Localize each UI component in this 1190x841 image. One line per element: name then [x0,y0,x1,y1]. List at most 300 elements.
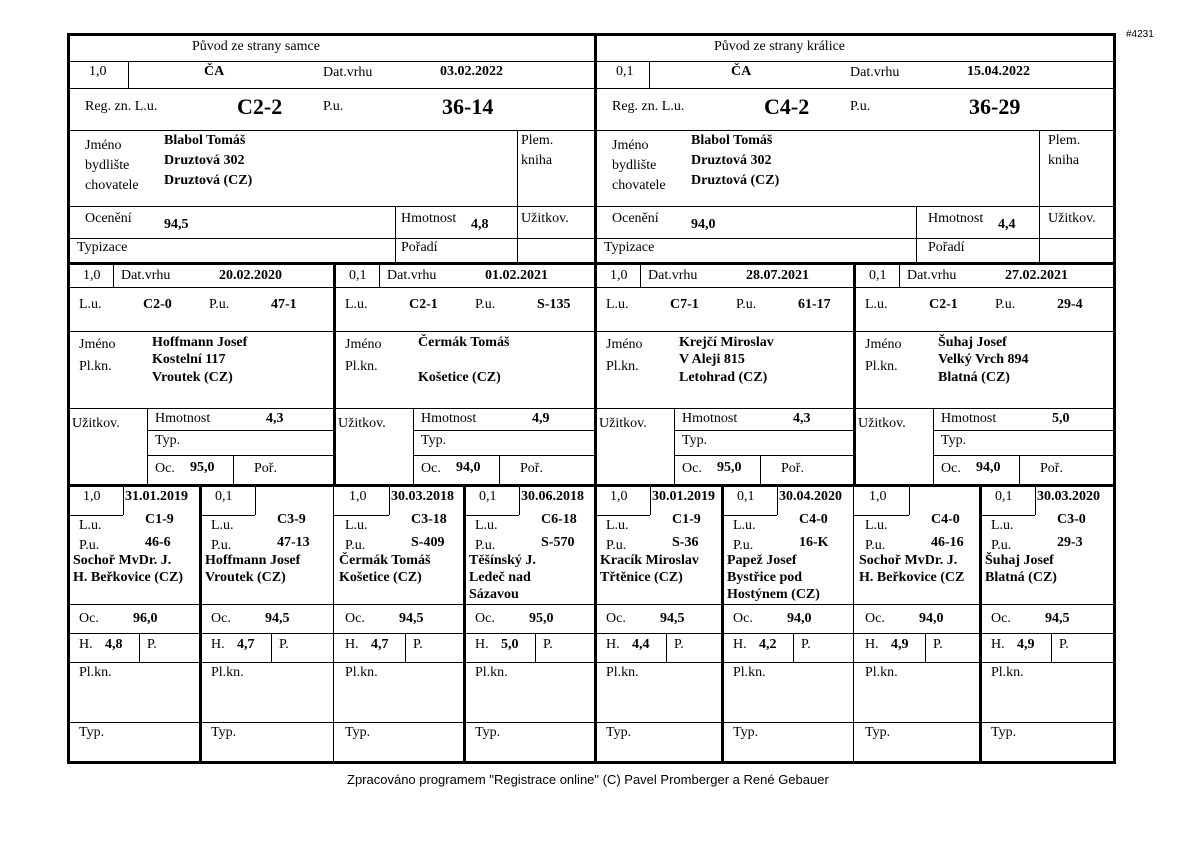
herdbook-label: Pl.kn. [865,359,898,374]
herdbook-label: Pl.kn. [733,665,766,680]
birth-date: 30.04.2020 [779,489,842,504]
weight-label: H. [345,637,359,652]
pu-label: P.u. [79,538,100,553]
breeder-city: Vroutek (CZ) [205,570,286,585]
rank-label: P. [801,637,811,652]
weight: 4,7 [237,637,255,652]
right-ear-id: 16-K [799,535,829,550]
rule-line [333,408,594,409]
sex-code: 1,0 [83,489,101,504]
rule-line [333,604,463,605]
rule-line [333,633,463,634]
score: 94,5 [660,611,685,626]
herdbook-label: Pl.kn. [345,665,378,680]
left-ear-id: C2-1 [409,297,438,312]
score: 94,0 [976,460,1001,475]
weight-label: H. [733,637,747,652]
sex-code: 1,0 [89,64,107,79]
pu-label: P.u. [991,538,1012,553]
name-label: Jméno [606,337,643,352]
rule-line [463,722,594,723]
dam-side-title: Původ ze strany králice [714,39,846,54]
rule-line [594,662,721,663]
rule-line [233,455,234,484]
rule-line [333,515,389,516]
sex-code: 1,0 [869,489,887,504]
type-label: Typ. [606,725,632,740]
herdbook-label: Pl.kn. [606,665,639,680]
breeder-label: chovatele [85,178,139,193]
date-label: Dat.vrhu [323,65,373,80]
rank-label: Poř. [781,461,804,476]
breeder-name: Blabol Tomáš [691,133,773,148]
right-ear-id: 46-16 [931,535,964,550]
pu-label: P.u. [475,538,496,553]
utility-label: Užitkov. [338,416,386,431]
score-label: Oc. [682,461,702,476]
lu-label: L.u. [865,297,888,312]
rule-line [594,408,853,409]
breed: ČA [731,64,752,79]
sire-side-title: Původ ze strany samce [192,39,320,54]
rule-line [199,604,333,605]
birth-date: 30.03.2018 [391,489,454,504]
pu-label: P.u. [865,538,886,553]
rule-line [413,408,414,484]
breeder-city: Ledeč nad [469,570,531,585]
score: 94,0 [787,611,812,626]
rule-line [674,430,853,431]
left-ear-id: C6-18 [541,512,577,527]
lu-label: L.u. [211,518,234,533]
rule-line [67,61,1116,62]
pu-label: P.u. [209,297,230,312]
score: 94,5 [265,611,290,626]
sex-code: 0,1 [215,489,233,504]
score-label: Oc. [421,461,441,476]
weight: 4,4 [632,637,650,652]
breeder-city: H. Beřkovice (CZ [859,570,965,585]
left-ear-id: C1-9 [672,512,701,527]
name-label: Jméno [865,337,902,352]
weight: 4,7 [371,637,389,652]
score: 95,0 [717,460,742,475]
breeder-street: Druztová 302 [691,153,772,168]
rank-label: Poř. [254,461,277,476]
score: 94,5 [164,217,189,232]
rank-label: P. [147,637,157,652]
left-ear-id: C2-0 [143,297,172,312]
footer-credit: Zpracováno programem "Registrace online" (C) Pavel Promberger a René Gebauer [347,772,829,787]
reg-label: Reg. zn. L.u. [612,99,685,114]
rule-line [463,662,594,663]
lu-label: L.u. [475,518,498,533]
rule-line [1039,130,1040,262]
rule-line [909,484,910,515]
lu-label: L.u. [865,518,888,533]
lu-label: L.u. [79,518,102,533]
pu-label: P.u. [736,297,757,312]
birth-date: 03.02.2022 [440,64,503,79]
rule-line [113,262,114,287]
breeder-name: Šuhaj Josef [985,553,1054,568]
breeder-name: Krejčí Miroslav [679,335,774,350]
type-label: Typ. [475,725,501,740]
rule-line [979,662,1116,663]
breeder-name: Sochoř MvDr. J. [73,553,172,568]
breeder-city: Druztová (CZ) [691,173,780,188]
right-ear-id: 36-29 [969,94,1021,119]
score-label: Oc. [941,461,961,476]
breeder-name: Těšínský J. [469,553,536,568]
date-label: Dat.vrhu [907,268,957,283]
lu-label: L.u. [79,297,102,312]
weight-label: H. [79,637,93,652]
breeder-street: Velký Vrch 894 [938,352,1029,367]
name-label: Jméno [345,337,382,352]
birth-date: 30.01.2019 [652,489,715,504]
left-ear-id: C7-1 [670,297,699,312]
breeder-name: Hoffmann Josef [205,553,301,568]
rule-line [139,633,140,662]
rule-line [979,633,1116,634]
right-ear-id: 47-13 [277,535,310,550]
right-ear-id: 36-14 [442,94,494,119]
score-label: Oc. [733,611,753,626]
utility-label: Užitkov. [1048,211,1096,226]
score: 95,0 [529,611,554,626]
date-label: Dat.vrhu [387,268,437,283]
type-label: Typ. [211,725,237,740]
sex-code: 0,1 [995,489,1013,504]
rule-line [535,633,536,662]
left-ear-id: C2-2 [237,94,283,119]
rule-line [123,484,124,515]
herdbook-label: Pl.kn. [865,665,898,680]
rule-line [395,206,396,262]
rule-line [721,604,853,605]
weight: 4,3 [793,411,811,426]
rule-line [925,633,926,662]
weight-label: H. [211,637,225,652]
pu-label: P.u. [733,538,754,553]
rule-line [413,430,594,431]
rule-line [67,604,199,605]
right-ear-id: 46-6 [145,535,171,550]
rule-line [933,430,1116,431]
score-label: Ocenění [85,211,132,226]
rank-label: Pořadí [928,240,965,255]
rule-line [199,633,333,634]
weight-label: H. [606,637,620,652]
rule-line [674,408,675,484]
left-ear-id: C2-1 [929,297,958,312]
breeder-street: V Aleji 815 [679,352,745,367]
score-label: Ocenění [612,211,659,226]
rule-line [777,484,778,515]
type-label: Typ. [155,433,181,448]
rule-line [67,722,199,723]
rule-line [853,633,979,634]
date-label: Dat.vrhu [121,268,171,283]
residence-label: bydlište [612,158,657,173]
utility-label: Užitkov. [72,416,120,431]
score: 94,0 [691,217,716,232]
birth-date: 01.02.2021 [485,268,548,283]
type-label: Typ. [421,433,447,448]
pu-label: P.u. [850,99,871,114]
utility-label: Užitkov. [521,211,569,226]
breed: ČA [204,64,225,79]
rule-line [853,515,909,516]
lu-label: L.u. [345,518,368,533]
herdbook-label: Plem. [1048,133,1081,148]
rank-label: Pořadí [401,240,438,255]
rule-line [333,662,463,663]
rule-line [147,430,333,431]
rule-line [1035,484,1036,515]
herdbook-label: kniha [1048,153,1080,168]
pu-label: P.u. [211,538,232,553]
birth-date: 28.07.2021 [746,268,809,283]
weight-label: Hmotnost [941,411,997,426]
rule-line [67,515,123,516]
rule-line [899,262,900,287]
herdbook-label: Pl.kn. [991,665,1024,680]
score: 94,5 [399,611,424,626]
herdbook-label: Pl.kn. [79,665,112,680]
right-ear-id: 61-17 [798,297,831,312]
weight-label: H. [865,637,879,652]
sex-code: 1,0 [610,489,628,504]
rule-line [128,61,129,88]
score-label: Oc. [155,461,175,476]
birth-date: 27.02.2021 [1005,268,1068,283]
rule-line [916,206,917,262]
weight-label: Hmotnost [682,411,738,426]
lu-label: L.u. [606,518,629,533]
type-label: Typ. [345,725,371,740]
rule-line [255,484,256,515]
rule-line [67,287,333,288]
herdbook-label: Pl.kn. [79,359,112,374]
breeder-city: H. Beřkovice (CZ) [73,570,184,585]
rule-line [379,262,380,287]
sex-code: 1,0 [610,268,628,283]
right-ear-id: S-36 [672,535,699,550]
score: 94,5 [1045,611,1070,626]
rule-line [721,722,853,723]
rule-line [271,633,272,662]
rule-line [853,331,1116,332]
date-label: Dat.vrhu [648,268,698,283]
weight: 4,3 [266,411,284,426]
score-label: Oc. [991,611,1011,626]
rank-label: P. [543,637,553,652]
left-ear-id: C3-0 [1057,512,1086,527]
weight-label: Hmotnost [928,211,984,226]
reg-label: Reg. zn. L.u. [85,99,158,114]
rule-line [517,130,518,262]
rule-line [594,633,721,634]
birth-date: 30.03.2020 [1037,489,1100,504]
pu-label: P.u. [345,538,366,553]
birth-date: 31.01.2019 [125,489,188,504]
score: 95,0 [190,460,215,475]
rule-line [979,515,1035,516]
left-ear-id: C4-0 [799,512,828,527]
rank-label: Poř. [520,461,543,476]
rank-label: P. [279,637,289,652]
type-label: Typ. [79,725,105,740]
score-label: Oc. [475,611,495,626]
herdbook-label: Pl.kn. [345,359,378,374]
left-ear-id: C3-9 [277,512,306,527]
score-label: Oc. [865,611,885,626]
birth-date: 30.06.2018 [521,489,584,504]
weight: 4,8 [105,637,123,652]
rule-line [463,515,519,516]
breeder-city-cont: Sázavou [469,587,519,602]
score-label: Oc. [345,611,365,626]
right-ear-id: S-570 [541,535,575,550]
right-ear-id: 47-1 [271,297,297,312]
right-ear-id: S-135 [537,297,571,312]
breeder-city: Třtěnice (CZ) [600,570,683,585]
lu-label: L.u. [733,518,756,533]
sex-code: 0,1 [737,489,755,504]
rule-line [67,633,199,634]
score: 94,0 [919,611,944,626]
sex-code: 1,0 [83,268,101,283]
rule-line [147,455,333,456]
weight-label: Hmotnost [401,211,457,226]
rule-line [1051,633,1052,662]
herdbook-label: kniha [521,153,553,168]
breeder-name: Čermák Tomáš [339,553,431,568]
breeder-name: Šuhaj Josef [938,335,1007,350]
rule-line [67,238,1116,239]
lu-label: L.u. [345,297,368,312]
type-label: Typ. [991,725,1017,740]
weight: 4,8 [471,217,489,232]
breeder-city: Košetice (CZ) [339,570,422,585]
herdbook-label: Pl.kn. [211,665,244,680]
rule-line [853,662,979,663]
weight-label: Hmotnost [155,411,211,426]
rule-line [199,662,333,663]
type-label: Typ. [733,725,759,740]
rule-line [721,633,853,634]
rule-line [389,484,390,515]
weight: 4,2 [759,637,777,652]
rule-line [853,408,1116,409]
sex-code: 0,1 [479,489,497,504]
breeder-city: Košetice (CZ) [418,370,501,385]
rule-line [721,515,777,516]
rule-line [721,662,853,663]
breeder-city: Bystřice pod [727,570,803,585]
weight: 4,9 [532,411,550,426]
left-ear-id: C3-18 [411,512,447,527]
rule-line [519,484,520,515]
name-label: Jméno [85,138,122,153]
rule-line [594,515,650,516]
rule-line [67,130,1116,131]
rule-line [333,331,594,332]
weight: 5,0 [1052,411,1070,426]
rule-line [853,287,1116,288]
name-label: Jméno [79,337,116,352]
rule-line [979,604,1116,605]
rule-line [67,662,199,663]
pu-label: P.u. [475,297,496,312]
breeder-name: Papež Josef [727,553,797,568]
weight-label: H. [991,637,1005,652]
rule-line [594,331,853,332]
breeder-street: Druztová 302 [164,153,245,168]
rule-line [463,604,594,605]
score-label: Oc. [211,611,231,626]
rule-line [1019,455,1020,484]
right-ear-id: S-409 [411,535,445,550]
document-id: #4231 [1126,29,1154,40]
rule-line [853,604,979,605]
rule-line [640,262,641,287]
weight: 5,0 [501,637,519,652]
weight-label: Hmotnost [421,411,477,426]
rule-line [650,484,651,515]
breeder-city: Vroutek (CZ) [152,370,233,385]
breeder-city: Blatná (CZ) [985,570,1057,585]
rule-line [67,88,1116,89]
breeder-name: Hoffmann Josef [152,335,248,350]
left-ear-id: C4-0 [931,512,960,527]
rule-line [67,262,1116,265]
left-ear-id: C4-2 [764,94,810,119]
breeder-label: chovatele [612,178,666,193]
rule-line [67,206,1116,207]
rule-line [594,604,721,605]
rule-line [333,262,336,484]
rule-line [405,633,406,662]
birth-date: 15.04.2022 [967,64,1030,79]
right-ear-id: 29-3 [1057,535,1083,550]
rule-line [674,455,853,456]
rule-line [333,287,594,288]
breeder-city: Druztová (CZ) [164,173,253,188]
rule-line [67,484,1116,487]
type-label: Typ. [865,725,891,740]
breeder-street: Kostelní 117 [152,352,226,367]
breeder-name: Kracík Miroslav [600,553,699,568]
breeder-name: Čermák Tomáš [418,335,510,350]
type-label: Typ. [682,433,708,448]
rule-line [793,633,794,662]
rule-line [760,455,761,484]
rank-label: P. [1059,637,1069,652]
weight: 4,9 [891,637,909,652]
pu-label: P.u. [606,538,627,553]
rule-line [649,61,650,88]
rule-line [666,633,667,662]
lu-label: L.u. [606,297,629,312]
lu-label: L.u. [991,518,1014,533]
breeder-name: Blabol Tomáš [164,133,246,148]
rule-line [333,722,463,723]
weight: 4,9 [1017,637,1035,652]
weight-label: H. [475,637,489,652]
